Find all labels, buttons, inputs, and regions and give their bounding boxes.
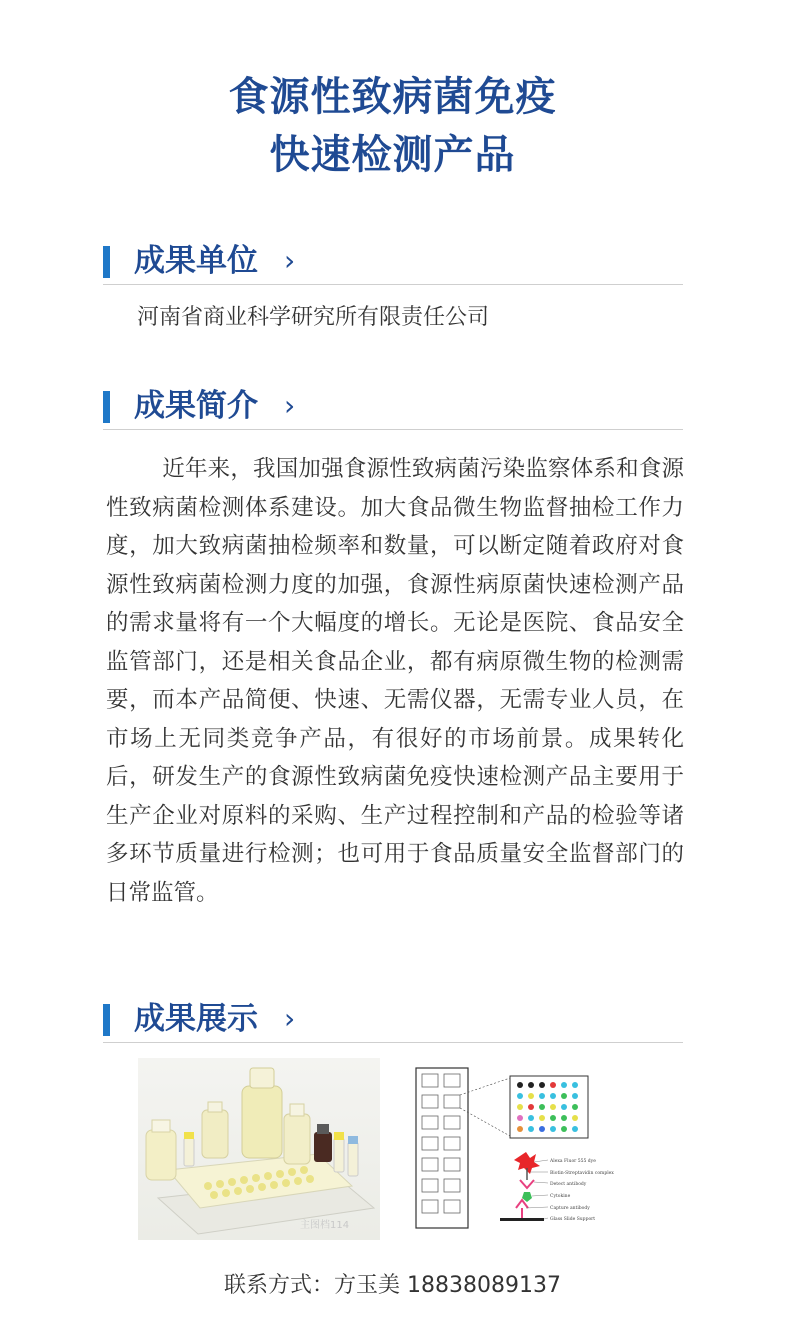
diagram-label: Cytokine [550,1194,571,1199]
antibody-array-illustration [410,1058,654,1240]
section-title: 成果展示 [134,1001,258,1037]
microarray-diagram [410,1058,654,1240]
section-title: 成果单位 [134,243,258,279]
chevron-right-icon: › [284,389,296,422]
section-header-unit [103,238,683,285]
diagram-label: Capture antibody [550,1206,590,1211]
chevron-right-icon: › [284,244,296,277]
section-header-showcase [103,996,683,1043]
intro-paragraph: 近年来，我国加强食源性致病菌污染监察体系和食源性致病菌检测体系建设。加大食品微生物监督抽检工作力度，加大致病菌抽检频率和数量，可以断定随着政府对食源性致病菌检测力度的加强，食源性病原菌快速检测产品的需求量将有一个大幅度的增长。无论是医院、食品安全监管部门，还是相关食品企业，都有病原微生物的检测需要，而本产品简便、快速、无需仪器，无需专业人员，在市场上无同类竞争产品，有很好的市场前景。成果转化后，研发生产的食源性致病菌免疫快速检测产品主要用于生产企业对原料的采购、生产过程控制和产品的检验等诸多环节质量进行检测；也可用于食品质量安全监督部门的日常监管。 [106,456,684,906]
contact-line [0,1268,785,1304]
contact-name: 方玉美 [334,1273,401,1298]
product-photo [138,1058,380,1240]
chevron-right-icon: › [284,1002,296,1035]
accent-bar [103,246,110,278]
company-name: 河南省商业科学研究所有限责任公司 [137,305,490,330]
title-line-2: 快速检测产品 [269,132,516,178]
photo-watermark: 主图档114 [300,1220,350,1231]
accent-bar [103,391,110,423]
page-title [0,68,785,184]
diagram-label: Glass Slide Support [550,1217,596,1222]
diagram-label: Alexa Fluor 555 dye [550,1159,596,1164]
section-title: 成果简介 [134,388,258,424]
diagram-label: Biotin-Streptavidin complex [550,1171,614,1176]
test-kit-illustration [138,1058,380,1240]
section-header-intro [103,383,683,430]
diagram-label: Detect antibody [550,1182,587,1187]
title-line-1: 食源性致病菌免疫 [228,74,557,120]
contact-phone: 18838089137 [407,1273,561,1298]
accent-bar [103,1004,110,1036]
contact-label: 联系方式： [224,1273,335,1298]
